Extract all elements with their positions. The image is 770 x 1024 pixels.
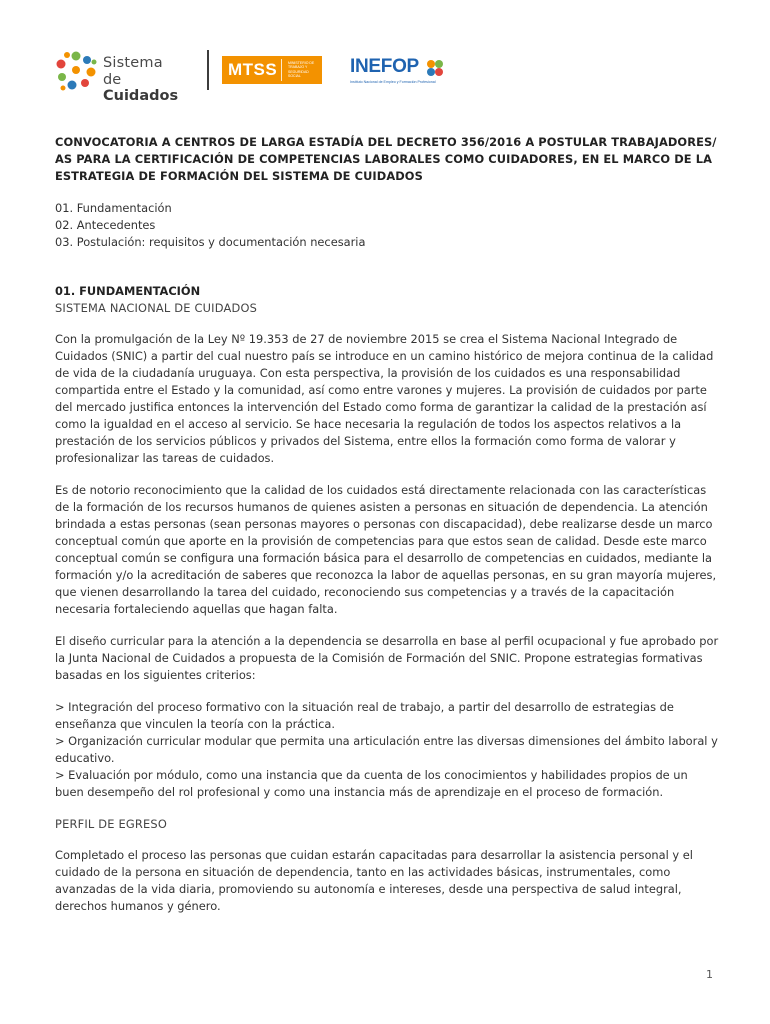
sistema-de-cuidados-emblem-icon <box>54 48 98 92</box>
mtss-logo <box>222 56 322 84</box>
toc-item: 03. Postulación: requisitos y documentación necesaria <box>55 235 366 249</box>
toc-item: 01. Fundamentación <box>55 201 172 215</box>
inefop-emblem-icon <box>425 58 445 78</box>
logo-text-de: de <box>103 72 122 88</box>
toc-item: 02. Antecedentes <box>55 218 156 232</box>
inefop-subtitle: Instituto Nacional de Empleo y Formación Profesional <box>350 80 436 84</box>
logo-text-cuidados: Cuidados <box>103 88 179 104</box>
paragraph: El diseño curricular para la atención a la dependencia se desarrolla en base al perfil ocupacional y fue aprobado por la Junta Nacional de Cuidados a propuesta de la Comisión de Formación del SNIC. Propone estrategias formativas basadas en los siguientes criterios: <box>55 634 719 682</box>
logo-text-de-cuidados <box>103 72 199 104</box>
document-title: CONVOCATORIA A CENTROS DE LARGA ESTADÍA DEL DECRETO 356/2016 A POSTULAR TRABAJADORES/ AS PARA LA CERTIFICACIÓN DE COMPETENCIAS LABORALES COMO CUIDADORES, EN EL MARCO DE LA ESTRATEGIA DE FORMACIÓN DEL SISTEMA DE CUIDADOS <box>55 135 717 183</box>
logo-divider <box>207 50 209 90</box>
paragraph: Con la promulgación de la Ley Nº 19.353 de 27 de noviembre 2015 se crea el Sistema Nacional Integrado de Cuidados (SNIC) a partir del cual nuestro país se introduce en un camino histórico de mejora continua de la calidad de vida de la ciudadanía uruguaya. Con esta perspectiva, la provisión de los cuidados es una responsabilidad compartida entre el Estado y la comunidad, así como entre varones y mujeres. La provisión de cuidados por parte del mercado justifica entonces la intervención del Estado como forma de garantizar la calidad de la prestación así como la igualdad en el acceso al servicio. Se hace necesaria la regulación de todos los aspectos relativos a la prestación de los servicios públicos y privados del Sistema, entre ellos la formación como forma de valorar y profesionalizar las tareas de cuidados. <box>55 332 714 465</box>
criteria-item: > Evaluación por módulo, como una instancia que da cuenta de los conocimientos y habilidades propios de un buen desempeño del rol profesional y como una instancia más de aprendizaje en el proceso de formación. <box>55 768 688 799</box>
paragraph: Es de notorio reconocimiento que la calidad de los cuidados está directamente relacionada con las características de la formación de los recursos humanos de quienes asisten a personas en situación de dependencia. La atención brindada a estas personas (sean personas mayores o personas con discapacidad), debe realizarse desde un marco conceptual común que aporte en la provisión de competencias para que estos sean de calidad. Desde este marco conceptual común se configura una formación básica para el desarrollo de competencias en cuidados, mediante la formación y/o la acreditación de saberes que reconozca la labor de aquellas personas, en su gran mayoría mujeres, que vienen desarrollando la tarea del cuidado, reconociendo sus competencias y a través de la capacitación necesaria fortaleciendo aquellas que hagan falta. <box>55 483 717 616</box>
mtss-ministry-text: MINISTERIO DE TRABAJO Y SEGURIDAD SOCIAL <box>288 61 315 79</box>
document-body <box>55 134 720 930</box>
table-of-contents <box>55 200 720 251</box>
section-subheading-sistema-nacional: SISTEMA NACIONAL DE CUIDADOS <box>55 301 258 315</box>
inefop-logo <box>350 56 460 86</box>
logo-text-sistema: Sistema <box>103 55 163 71</box>
mtss-logo-text: MTSS <box>228 60 278 79</box>
inefop-logo-text: INEFOP <box>350 56 419 77</box>
criteria-item: > Integración del proceso formativo con la situación real de trabajo, a partir del desarrollo de estrategias de enseñanza que vinculen la teoría con la práctica. <box>55 700 674 731</box>
section-subheading-perfil-de-egreso: PERFIL DE EGRESO <box>55 817 167 831</box>
criteria-list <box>55 699 720 801</box>
criteria-item: > Organización curricular modular que permita una articulación entre las diversas dimensiones del ámbito laboral y educativo. <box>55 734 718 765</box>
section-heading-fundamentacion: 01. FUNDAMENTACIÓN <box>55 284 201 298</box>
sistema-de-cuidados-logo <box>54 48 199 104</box>
mtss-separator <box>281 59 282 81</box>
paragraph: Completado el proceso las personas que cuidan estarán capacitadas para desarrollar la asistencia personal y el cuidado de la persona en situación de dependencia, tanto en las actividades básicas, instrumentales, como avanzadas de la vida diaria, promoviendo su autonomía e intereses, desde una perspectiva de salud integral, derechos humanos y género. <box>55 848 693 913</box>
document-header <box>54 46 454 104</box>
page-number: 1 <box>706 968 713 981</box>
